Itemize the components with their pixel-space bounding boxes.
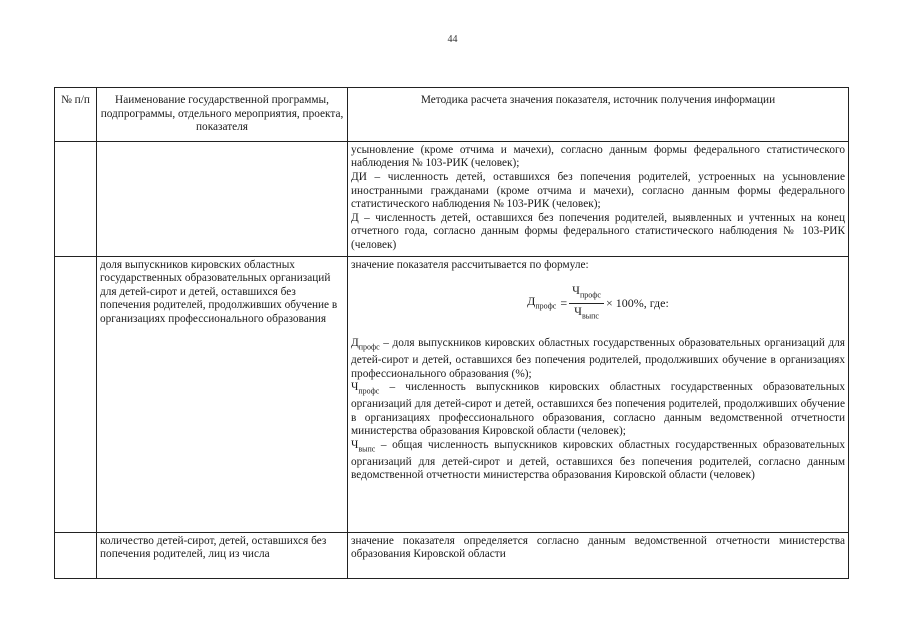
method-line: Д – численность детей, оставшихся без попечения родителей, выявленных и учтенных на конец отчетного года, согласно данным формы федерального статистического наблюдения № 103-РИК (человек): [351, 211, 845, 251]
header-num: № п/п: [55, 88, 97, 142]
page-number: 44: [447, 34, 458, 45]
method-intro: значение показателя рассчитывается по формуле:: [351, 258, 589, 271]
row-name: количество детей-сирот, детей, оставшихся без попечения родителей, лиц из числа: [97, 532, 348, 578]
row-method: [348, 141, 849, 256]
row-num: [55, 532, 97, 578]
row-method: [348, 256, 849, 532]
formula-tail: × 100%, где:: [605, 295, 669, 310]
table-header-row: [55, 88, 849, 142]
definition: $Ч_{выпс}$ – общая численность выпускников кировских областных государственных образовательных организаций для детей-сирот и детей, оставшихся без попечения родителей, согласно данным ведомственной отчетности министерства образования Кировской области (человек): [351, 438, 845, 482]
row-name: доля выпускников кировских областных государственных образовательных организаций для детей-сирот и детей, оставшихся без попечения родителей, продолживших обучение в организациях профессионального образования: [97, 256, 348, 532]
header-name: Наименование государственной программы, подпрограммы, отдельного мероприятия, проекта, показателя: [97, 88, 348, 142]
table-row: [55, 256, 849, 532]
table-row: [55, 141, 849, 256]
row-name: [97, 141, 348, 256]
definition: $Ч_{профс}$ – численность выпускников кировских областных государственных образовательных организаций для детей-сирот и детей, оставшихся без попечения родителей, продолживших обучение в организациях профессионального образования, согласно данным ведомственной отчетности министерства образования Кировской области (человек);: [351, 381, 845, 438]
table-row: [55, 532, 849, 578]
formula: [351, 284, 845, 323]
indicator-table: [54, 87, 849, 579]
row-num: [55, 256, 97, 532]
row-num: [55, 141, 97, 256]
row-method: значение показателя определяется согласно данным ведомственной отчетности министерства образования Кировской области: [348, 532, 849, 578]
header-method: Методика расчета значения показателя, источник получения информации: [348, 88, 849, 142]
method-line: ДИ – численность детей, оставшихся без попечения родителей, устроенных на усыновление иностранными гражданами (кроме отчима и мачехи), согласно данным формы федерального статистического наблюдения № 103-РИК (человек);: [351, 170, 845, 211]
formula-lhs: $Д_{профс}$: [527, 293, 557, 310]
method-line: усыновление (кроме отчима и мачехи), согласно данным формы федерального статистического наблюдения № 103-РИК (человек);: [351, 143, 845, 170]
formula-eq: =: [560, 295, 568, 310]
formula-fraction: $\frac{Ч_{профс}}{Ч_{выпс}}$: [569, 284, 604, 323]
definition: $Д_{профс}$ – доля выпускников кировских областных государственных образовательных организаций для детей-сирот и детей, оставшихся без попечения родителей, продолживших обучение в организациях профессионального образования (%);: [351, 337, 845, 380]
